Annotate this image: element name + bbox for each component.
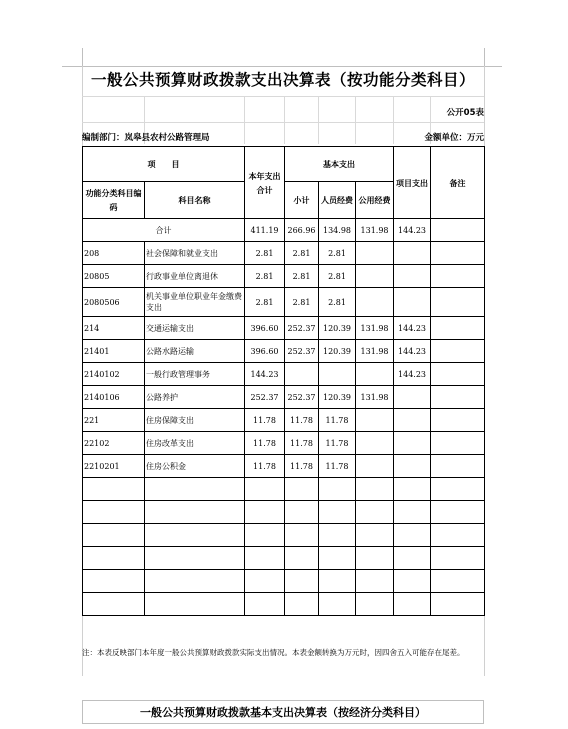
blank-cell — [285, 593, 319, 616]
blank-row — [83, 570, 485, 593]
cell-remark — [431, 432, 485, 455]
table-row — [83, 409, 485, 432]
total-amount: 411.19 — [245, 219, 285, 242]
table-row — [83, 265, 485, 288]
blank-cell — [245, 478, 285, 501]
blank-cell — [319, 593, 356, 616]
cell-remark — [431, 363, 485, 386]
blank-cell — [83, 478, 145, 501]
cell-remark — [431, 242, 485, 265]
blank-cell — [83, 547, 145, 570]
blank-cell — [83, 501, 145, 524]
blank-cell — [431, 478, 485, 501]
blank-cell — [319, 524, 356, 547]
blank-cell — [83, 593, 145, 616]
cell-remark — [431, 288, 485, 317]
cell-public: 131.98 — [356, 340, 394, 363]
blank-cell — [394, 570, 431, 593]
header-project: 项目支出 — [394, 147, 431, 219]
expenditure-table — [82, 146, 485, 616]
total-label: 合计 — [83, 219, 245, 242]
cell-remark — [431, 340, 485, 363]
header-public: 公用经费 — [356, 182, 394, 219]
cell-project — [394, 432, 431, 455]
total-personnel: 134.98 — [319, 219, 356, 242]
blank-cell — [431, 593, 485, 616]
cell-project: 144.23 — [394, 340, 431, 363]
blank-cell — [431, 501, 485, 524]
cell-name: 公路养护 — [145, 386, 245, 409]
cell-project — [394, 288, 431, 317]
cell-total: 11.78 — [245, 455, 285, 478]
cell-project — [394, 455, 431, 478]
page-guide-top-left-v — [82, 48, 83, 68]
cell-name: 行政事业单位离退休 — [145, 265, 245, 288]
cell-remark — [431, 386, 485, 409]
cell-project — [394, 265, 431, 288]
amount-unit-label: 金额单位：万元 — [424, 133, 484, 143]
blank-cell — [356, 570, 394, 593]
cell-project — [394, 242, 431, 265]
cell-code: 22102 — [83, 432, 145, 455]
cell-total: 144.23 — [245, 363, 285, 386]
cell-code: 21401 — [83, 340, 145, 363]
cell-subtotal: 252.37 — [285, 386, 319, 409]
table-row — [83, 455, 485, 478]
cell-personnel: 120.39 — [319, 386, 356, 409]
cell-remark — [431, 455, 485, 478]
header-remark: 备注 — [431, 147, 485, 219]
blank-row — [83, 593, 485, 616]
cell-public: 131.98 — [356, 317, 394, 340]
blank-row — [83, 524, 485, 547]
table-note: 注：本表反映部门本年度一般公共预算财政拨款实际支出情况。本表金额转换为万元时，因四舍五入可能存在尾差。 — [82, 648, 465, 657]
page-guide-top-h — [62, 66, 502, 67]
blank-cell — [245, 593, 285, 616]
cell-project — [394, 386, 431, 409]
cell-project: 144.23 — [394, 363, 431, 386]
cell-total: 2.81 — [245, 288, 285, 317]
blank-row — [83, 501, 485, 524]
blank-cell — [394, 547, 431, 570]
cell-name: 公路水路运输 — [145, 340, 245, 363]
blank-cell — [356, 478, 394, 501]
cell-subtotal: 11.78 — [285, 432, 319, 455]
cell-code: 2140102 — [83, 363, 145, 386]
cell-code: 221 — [83, 409, 145, 432]
cell-project: 144.23 — [394, 317, 431, 340]
blank-cell — [319, 478, 356, 501]
blank-cell — [431, 570, 485, 593]
blank-cell — [145, 501, 245, 524]
blank-cell — [145, 524, 245, 547]
blank-cell — [145, 547, 245, 570]
blank-cell — [285, 524, 319, 547]
header-personnel: 人员经费 — [319, 182, 356, 219]
cell-subtotal: 2.81 — [285, 288, 319, 317]
cell-code: 208 — [83, 242, 145, 265]
blank-row — [83, 478, 485, 501]
cell-public — [356, 409, 394, 432]
blank-cell — [245, 501, 285, 524]
cell-personnel: 11.78 — [319, 432, 356, 455]
cell-public — [356, 432, 394, 455]
department-label: 编制部门：岚皋县农村公路管理局 — [82, 133, 210, 143]
total-row — [83, 219, 485, 242]
header-name: 科目名称 — [145, 182, 245, 219]
blank-cell — [394, 524, 431, 547]
blank-cell — [356, 547, 394, 570]
blank-cell — [394, 501, 431, 524]
cell-code: 2210201 — [83, 455, 145, 478]
form-code: 公开05表 — [446, 108, 484, 118]
cell-name: 住房保障支出 — [145, 409, 245, 432]
cell-public — [356, 288, 394, 317]
blank-cell — [245, 524, 285, 547]
blank-cell — [356, 501, 394, 524]
blank-cell — [356, 593, 394, 616]
cell-code: 2080506 — [83, 288, 145, 317]
cell-personnel: 2.81 — [319, 242, 356, 265]
header-item: 项 目 — [83, 147, 245, 182]
header-subtotal: 小计 — [285, 182, 319, 219]
blank-cell — [356, 524, 394, 547]
blank-cell — [245, 547, 285, 570]
cell-project — [394, 409, 431, 432]
cell-public — [356, 455, 394, 478]
header-basic: 基本支出 — [285, 147, 394, 182]
blank-cell — [319, 547, 356, 570]
cell-subtotal: 2.81 — [285, 242, 319, 265]
blank-cell — [83, 524, 145, 547]
blank-cell — [285, 570, 319, 593]
blank-cell — [319, 570, 356, 593]
cell-personnel — [319, 363, 356, 386]
cell-name: 住房公积金 — [145, 455, 245, 478]
cell-public — [356, 242, 394, 265]
table-row — [83, 340, 485, 363]
header-code: 功能分类科目编码 — [83, 182, 145, 219]
blank-cell — [145, 570, 245, 593]
total-public: 131.98 — [356, 219, 394, 242]
cell-code: 20805 — [83, 265, 145, 288]
cell-name: 住房改革支出 — [145, 432, 245, 455]
cell-name: 社会保障和就业支出 — [145, 242, 245, 265]
cell-total: 252.37 — [245, 386, 285, 409]
cell-public — [356, 363, 394, 386]
cell-personnel: 2.81 — [319, 265, 356, 288]
report-title: 一般公共预算财政拨款支出决算表（按功能分类科目） — [90, 70, 475, 89]
cell-total: 2.81 — [245, 242, 285, 265]
total-project: 144.23 — [394, 219, 431, 242]
blank-cell — [285, 547, 319, 570]
table-row — [83, 317, 485, 340]
table-row — [83, 288, 485, 317]
blank-cell — [431, 547, 485, 570]
cell-public: 131.98 — [356, 386, 394, 409]
next-report-title: 一般公共预算财政拨款基本支出决算表（按经济分类科目） — [140, 706, 426, 719]
cell-code: 2140106 — [83, 386, 145, 409]
cell-remark — [431, 265, 485, 288]
cell-public — [356, 265, 394, 288]
blank-cell — [285, 501, 319, 524]
blank-cell — [394, 593, 431, 616]
cell-name: 机关事业单位职业年金缴费支出 — [145, 288, 245, 317]
blank-cell — [319, 501, 356, 524]
table-row — [83, 363, 485, 386]
cell-total: 2.81 — [245, 265, 285, 288]
header-total: 本年支出合计 — [245, 147, 285, 219]
cell-remark — [431, 409, 485, 432]
blank-cell — [285, 478, 319, 501]
table-row — [83, 432, 485, 455]
blank-cell — [83, 570, 145, 593]
cell-subtotal: 11.78 — [285, 455, 319, 478]
total-subtotal: 266.96 — [285, 219, 319, 242]
cell-personnel: 120.39 — [319, 317, 356, 340]
cell-total: 11.78 — [245, 409, 285, 432]
cell-personnel: 120.39 — [319, 340, 356, 363]
table-row — [83, 386, 485, 409]
total-remark — [431, 219, 485, 242]
cell-personnel: 11.78 — [319, 455, 356, 478]
cell-subtotal: 11.78 — [285, 409, 319, 432]
blank-cell — [145, 593, 245, 616]
cell-name: 交通运输支出 — [145, 317, 245, 340]
page-guide-top-right-v — [484, 48, 485, 68]
cell-subtotal — [285, 363, 319, 386]
blank-cell — [394, 478, 431, 501]
blank-cell — [145, 478, 245, 501]
blank-row — [83, 547, 485, 570]
cell-personnel: 2.81 — [319, 288, 356, 317]
cell-subtotal: 252.37 — [285, 317, 319, 340]
cell-code: 214 — [83, 317, 145, 340]
blank-cell — [431, 524, 485, 547]
cell-total: 396.60 — [245, 340, 285, 363]
cell-subtotal: 2.81 — [285, 265, 319, 288]
cell-personnel: 11.78 — [319, 409, 356, 432]
blank-cell — [245, 570, 285, 593]
cell-total: 396.60 — [245, 317, 285, 340]
table-row — [83, 242, 485, 265]
cell-remark — [431, 317, 485, 340]
cell-total: 11.78 — [245, 432, 285, 455]
cell-name: 一般行政管理事务 — [145, 363, 245, 386]
cell-subtotal: 252.37 — [285, 340, 319, 363]
